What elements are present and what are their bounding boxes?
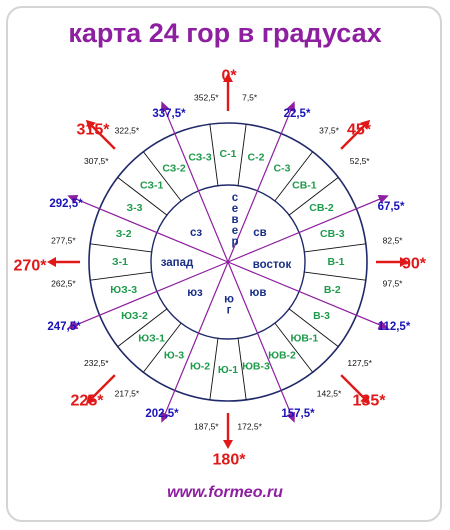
- mountain-divider: [238, 124, 246, 185]
- major-degree-label: 315*: [76, 121, 110, 139]
- mountain-divider: [275, 152, 313, 201]
- minor-degree-label: 217,5*: [114, 388, 140, 399]
- sector-label-char: в: [231, 214, 239, 226]
- sector-boundary-line: [163, 262, 228, 419]
- minor-degree-label: 262,5*: [51, 278, 76, 289]
- mountain-label: СВ-2: [309, 202, 334, 214]
- diagonal-degree-label: 112,5*: [377, 321, 411, 333]
- minor-degree-label: 172,5*: [237, 421, 262, 432]
- sector-boundary-line: [71, 197, 228, 262]
- sector-boundary-line: [228, 262, 293, 419]
- sector-label-char: е: [231, 225, 239, 237]
- footer-url[interactable]: www.formeo.ru: [167, 484, 283, 501]
- diagonal-degree-label: 247,5*: [47, 321, 81, 333]
- sector-label: юз: [187, 287, 203, 299]
- major-degree-label: 180*: [212, 451, 246, 469]
- direction-arrow-head: [223, 440, 233, 449]
- mountain-label: СЗ-3: [188, 151, 212, 164]
- mountain-label: СЗ-2: [162, 162, 186, 175]
- minor-degree-label: 277,5*: [51, 235, 76, 246]
- minor-degree-label: 97,5*: [382, 278, 403, 289]
- mountain-label: С-3: [273, 162, 291, 175]
- major-degree-label: 0*: [221, 67, 237, 85]
- major-degree-label: 270*: [13, 257, 47, 275]
- mountain-divider: [90, 272, 151, 280]
- diagonal-degree-label: 202,5*: [145, 408, 179, 420]
- diagonal-degree-label: 67,5*: [377, 201, 405, 213]
- sector-label: [224, 294, 234, 317]
- mountain-label: ЮЗ-3: [110, 283, 138, 296]
- mountain-label: СВ-1: [292, 179, 317, 192]
- direction-arrow-head: [47, 257, 56, 267]
- mountain-label: ЮЗ-1: [138, 332, 166, 345]
- mountain-divider: [210, 338, 218, 399]
- sector-label: юв: [249, 287, 267, 299]
- minor-degree-label: 232,5*: [84, 358, 109, 369]
- mountain-label: С-1: [219, 148, 237, 160]
- minor-degree-label: 127,5*: [347, 358, 372, 369]
- minor-degree-label: 52,5*: [349, 155, 370, 166]
- mountain-label: ЮВ-2: [268, 349, 296, 362]
- mountain-label: В-1: [327, 256, 345, 268]
- page-title: карта 24 гор в градусах: [68, 18, 382, 48]
- diagonal-degree-label: 157,5*: [281, 408, 315, 420]
- sector-label-char: ю: [224, 293, 234, 306]
- mountain-label: З-2: [115, 228, 132, 241]
- sector-label-char: с: [231, 192, 239, 204]
- minor-degree-label: 187,5*: [194, 421, 219, 432]
- mountain-divider: [304, 244, 365, 252]
- diagonal-degree-label: 337,5*: [152, 108, 186, 120]
- sector-label: восток: [252, 259, 292, 271]
- mountain-label: С-2: [247, 151, 265, 164]
- mountain-divider: [275, 323, 313, 372]
- mountain-label: ЮВ-3: [242, 360, 270, 373]
- major-degree-label: 225*: [70, 392, 104, 410]
- mountain-divider: [90, 244, 151, 252]
- mountain-label: З-3: [126, 202, 143, 214]
- sector-boundary-line: [71, 262, 228, 327]
- major-degree-label: 135*: [352, 392, 386, 410]
- mountain-label: ЮЗ-2: [121, 310, 148, 322]
- mountain-divider: [143, 323, 181, 372]
- sector-label-char: е: [231, 203, 239, 215]
- major-degree-label: 90*: [401, 255, 427, 273]
- mountain-label: Ю-2: [189, 360, 211, 373]
- mountain-divider: [304, 272, 365, 280]
- mountain-label: В-3: [313, 310, 330, 322]
- diagonal-degree-label: 22,5*: [283, 108, 311, 120]
- minor-degree-label: 142,5*: [316, 388, 342, 399]
- diagonal-degree-label: 292,5*: [49, 198, 83, 210]
- minor-degree-label: 352,5*: [194, 92, 219, 103]
- mountain-label: В-2: [323, 283, 341, 296]
- mountain-label: ЮВ-1: [290, 332, 319, 345]
- minor-degree-label: 322,5*: [114, 125, 140, 136]
- mountain-label: Ю-1: [217, 364, 239, 376]
- major-degree-label: 45*: [346, 121, 372, 139]
- sector-label: св: [253, 227, 267, 239]
- sector-label: запад: [160, 257, 194, 269]
- sector-label-char: г: [226, 304, 232, 317]
- minor-degree-label: 37,5*: [319, 125, 339, 136]
- sector-boundary-line: [228, 197, 385, 262]
- mountain-label: СВ-3: [320, 228, 345, 241]
- minor-degree-label: 307,5*: [84, 155, 109, 166]
- mountain-divider: [143, 152, 181, 201]
- mountain-label: СЗ-1: [139, 179, 164, 192]
- minor-degree-label: 82,5*: [382, 235, 403, 246]
- mountain-label: Ю-3: [163, 349, 185, 362]
- minor-degree-label: 7,5*: [242, 92, 258, 103]
- sector-label-char: р: [231, 236, 239, 248]
- sector-label: сз: [189, 227, 203, 239]
- mountain-label: З-1: [112, 256, 128, 268]
- sector-label: [231, 192, 238, 248]
